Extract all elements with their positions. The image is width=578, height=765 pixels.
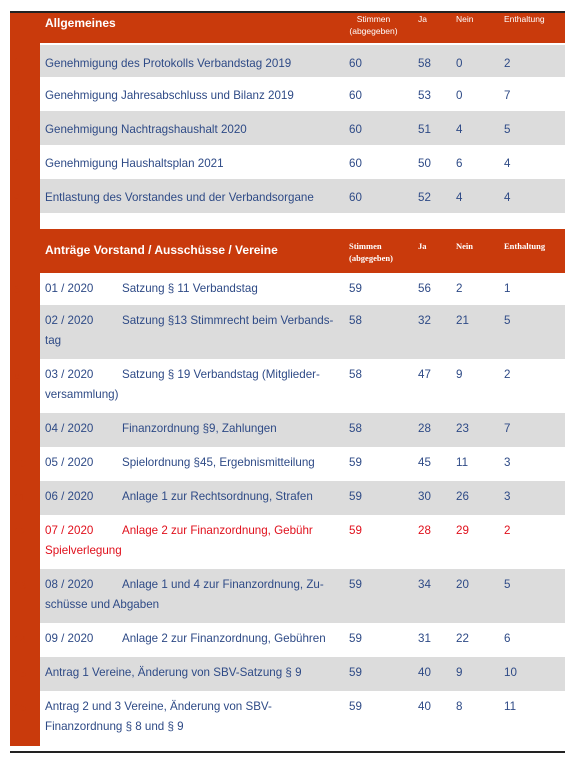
cell-stimmen: 59 [349,456,362,469]
cell-nein: 8 [456,700,463,713]
cell-stimmen: 59 [349,524,362,537]
row-description: Entlastung des Vorstandes und der Verbandsorgane [45,191,314,204]
cell-ja: 58 [418,57,431,70]
motion-code: 01 / 2020 [45,282,94,295]
table-row [10,145,565,179]
row-description: 01 / 2020 Satzung § 11 Verbandstag [40,275,349,305]
cell-ja: 47 [418,368,431,381]
table-row [10,179,565,213]
cell-stimmen: 59 [349,282,362,295]
cell-enthaltung: 2 [504,524,511,537]
row-number: 15 [10,657,40,691]
row-description: Antrag 1 Vereine, Änderung von SBV-Satzung § 9 [45,666,302,679]
row-number: 13 [10,569,40,623]
section-title: Anträge Vorstand / Ausschüsse / Vereine [45,243,278,257]
cell-stimmen: 58 [349,314,362,327]
row-number: 14 [10,623,40,657]
cell-stimmen: 58 [349,422,362,435]
row-description: 05 / 2020 Spielordnung §45, Ergebnismitteilung [40,449,349,481]
table-row [10,691,565,746]
col-stimmen-header: Stimmen (abgegeben) [349,241,393,263]
cell-ja: 30 [418,490,431,503]
row-description: 09 / 2020 Anlage 2 zur Finanzordnung, Gebühren [40,625,349,657]
cell-stimmen: 60 [349,89,362,102]
table-row [10,273,565,305]
cell-stimmen: 60 [349,57,362,70]
table-row [10,447,565,481]
table-row [10,111,565,145]
cell-ja: 32 [418,314,431,327]
motion-code: 03 / 2020 [45,368,94,381]
cell-enthaltung: 7 [504,422,511,435]
table-row [10,481,565,515]
cell-enthaltung: 10 [504,666,517,679]
col-ja-header: Ja [418,14,427,24]
cell-ja: 53 [418,89,431,102]
row-number: 2 [10,77,40,111]
row-number: 9 [10,413,40,447]
cell-nein: 20 [456,578,469,591]
cell-enthaltung: 2 [504,57,511,70]
cell-enthaltung: 5 [504,578,511,591]
cell-enthaltung: 7 [504,89,511,102]
col-ja-header: Ja [418,241,427,251]
cell-ja: 52 [418,191,431,204]
col-enthaltung-header: Enthaltung [504,14,545,24]
section-header-allgemeines [10,11,565,43]
bottom-rule [10,751,565,753]
table-row [10,45,565,77]
row-description-cont: tag [45,334,62,347]
table-row [10,359,565,413]
section-gap [10,213,565,229]
cell-ja: 56 [418,282,431,295]
cell-stimmen: 59 [349,578,362,591]
cell-nein: 4 [456,123,463,136]
row-number: 8 [10,359,40,413]
cell-nein: 0 [456,89,463,102]
cell-stimmen: 58 [349,368,362,381]
col-nein-header: Nein [456,14,474,24]
cell-enthaltung: 11 [504,700,517,713]
row-number: 3 [10,111,40,145]
row-description: 04 / 2020 Finanzordnung §9, Zahlungen [40,415,349,447]
row-description: 02 / 2020 Satzung §13 Stimmrecht beim Verbands- tag [40,307,349,359]
cell-enthaltung: 1 [504,282,511,295]
cell-ja: 31 [418,632,431,645]
cell-nein: 26 [456,490,469,503]
cell-nein: 4 [456,191,463,204]
top-rule [10,11,565,13]
col-nein-header: Nein [456,241,473,251]
table-row [10,623,565,657]
cell-nein: 9 [456,666,463,679]
row-description: Genehmigung Nachtragshaushalt 2020 [45,123,247,136]
cell-enthaltung: 4 [504,191,511,204]
table-row [10,515,565,569]
cell-nein: 0 [456,57,463,70]
cell-ja: 45 [418,456,431,469]
cell-stimmen: 59 [349,700,362,713]
cell-ja: 40 [418,700,431,713]
motion-code: 09 / 2020 [45,632,94,645]
cell-ja: 40 [418,666,431,679]
row-description: 08 / 2020 Anlage 1 und 4 zur Finanzordnung, Zu- schüsse und Abgaben [40,571,349,623]
cell-nein: 23 [456,422,469,435]
row-description-cont: Spielverlegung [45,544,122,557]
row-number: 16 [10,691,40,746]
cell-enthaltung: 3 [504,490,511,503]
cell-enthaltung: 4 [504,157,511,170]
table-row [10,413,565,447]
row-number: 1 [10,45,40,77]
row-description: 07 / 2020 Anlage 2 zur Finanzordnung, Gebühr Spielverlegung [40,517,349,569]
row-description: 06 / 2020 Anlage 1 zur Rechtsordnung, Strafen [40,483,349,515]
cell-ja: 51 [418,123,431,136]
cell-nein: 2 [456,282,463,295]
cell-stimmen: 60 [349,191,362,204]
cell-enthaltung: 3 [504,456,511,469]
motion-code: 02 / 2020 [45,314,94,327]
row-description: 03 / 2020 Satzung § 19 Verbandstag (Mitglieder- versammlung) [40,361,349,413]
motion-code: 07 / 2020 [45,524,94,537]
cell-ja: 50 [418,157,431,170]
row-number: 6 [10,273,40,305]
cell-enthaltung: 6 [504,632,511,645]
cell-ja: 34 [418,578,431,591]
motion-code: 08 / 2020 [45,578,94,591]
row-description: Antrag 2 und 3 Vereine, Änderung von SBV- Finanzordnung § 8 und § 9 [40,693,349,746]
cell-nein: 9 [456,368,463,381]
row-description-cont: schüsse und Abgaben [45,598,160,611]
col-enthaltung-header: Enthaltung [504,241,546,251]
col-stimmen-header: Stimmen (abgegeben) [349,14,398,36]
table-row [10,305,565,359]
cell-stimmen: 59 [349,666,362,679]
section-title: Allgemeines [45,16,116,30]
cell-stimmen: 60 [349,157,362,170]
cell-nein: 21 [456,314,469,327]
motion-code: 05 / 2020 [45,456,94,469]
row-description-cont: Finanzordnung § 8 und § 9 [45,720,184,733]
cell-ja: 28 [418,524,431,537]
cell-stimmen: 59 [349,632,362,645]
motion-code: 04 / 2020 [45,422,94,435]
row-number: 11 [10,481,40,515]
cell-nein: 22 [456,632,469,645]
table-row [10,569,565,623]
cell-nein: 11 [456,456,469,469]
cell-enthaltung: 5 [504,123,511,136]
table-row [10,657,565,691]
section-header-antraege [10,229,565,273]
row-number: 4 [10,145,40,179]
cell-stimmen: 59 [349,490,362,503]
row-number: 5 [10,179,40,213]
cell-nein: 29 [456,524,469,537]
row-description: Genehmigung Jahresabschluss und Bilanz 2019 [45,89,294,102]
row-number: 7 [10,305,40,359]
row-number: 12 [10,515,40,569]
row-description: Genehmigung des Protokolls Verbandstag 2019 [45,57,292,70]
motion-code: 06 / 2020 [45,490,94,503]
table-row [10,77,565,111]
row-description: Genehmigung Haushaltsplan 2021 [45,157,224,170]
voting-results-table [10,11,565,746]
cell-enthaltung: 2 [504,368,511,381]
cell-ja: 28 [418,422,431,435]
cell-stimmen: 60 [349,123,362,136]
cell-nein: 6 [456,157,463,170]
cell-enthaltung: 5 [504,314,511,327]
row-description-cont: versammlung) [45,388,119,401]
row-number: 10 [10,447,40,481]
